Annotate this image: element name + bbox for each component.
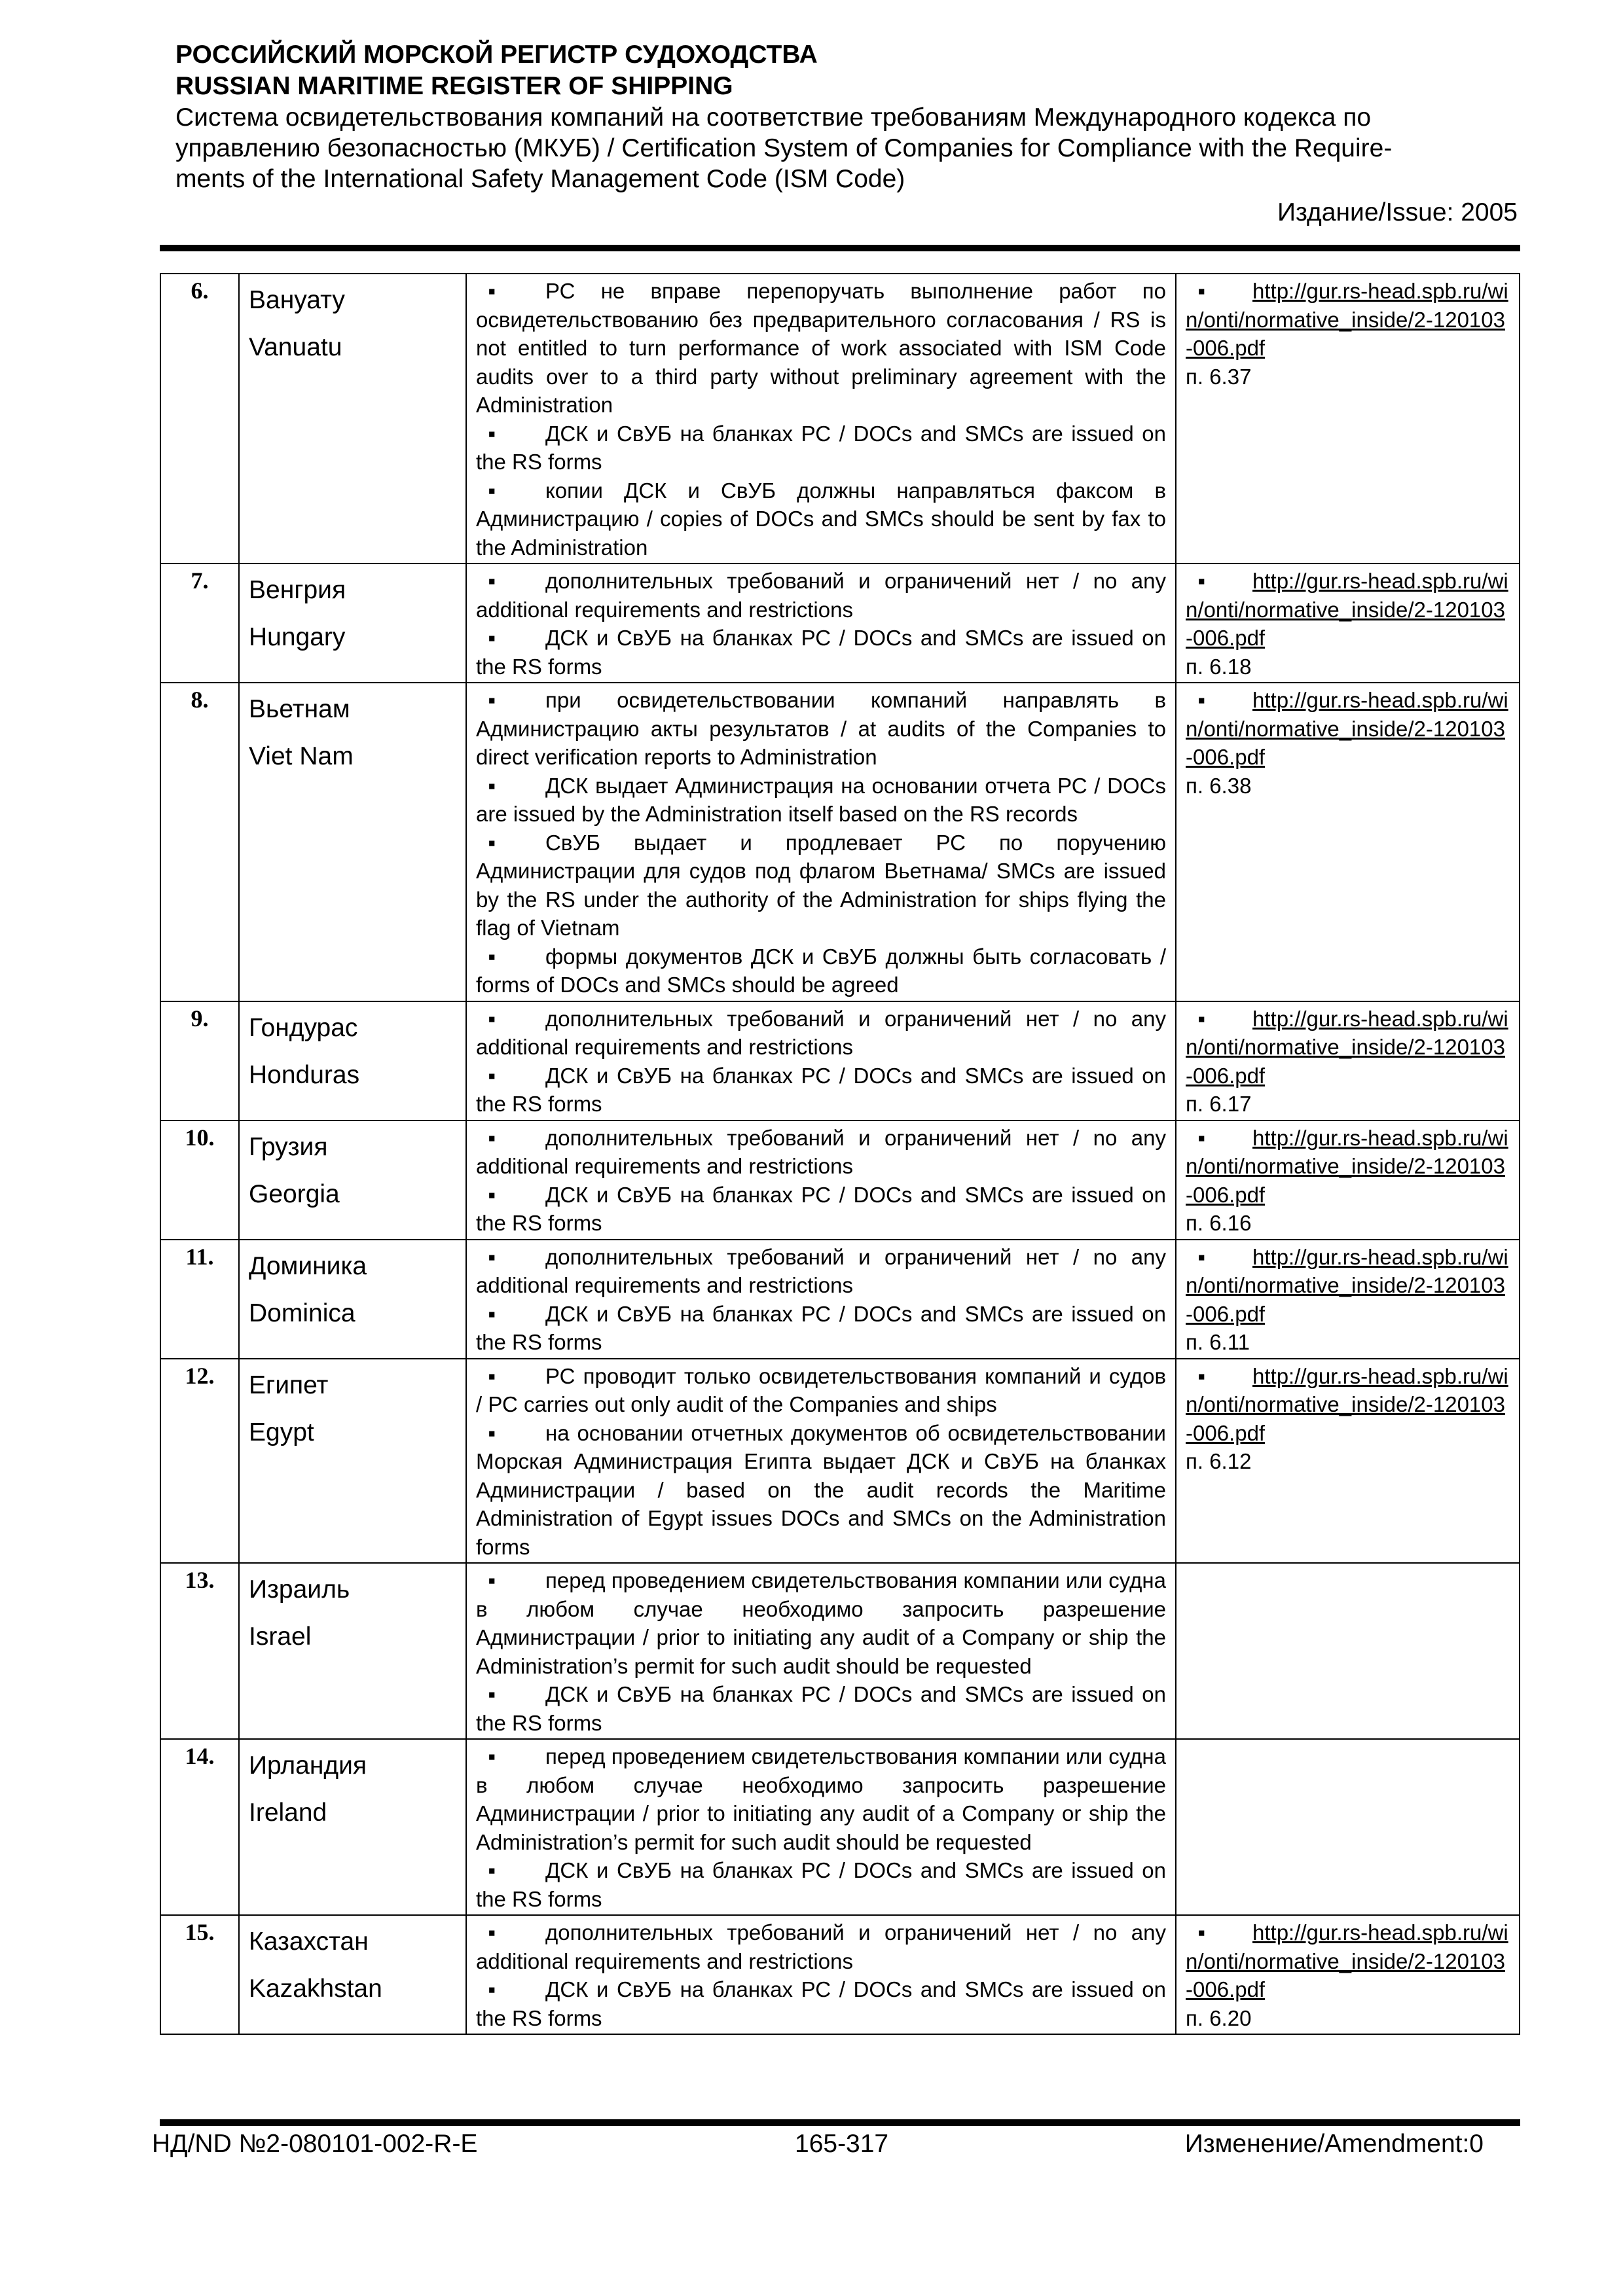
requirement-text: ДСК и СвУБ на бланках РС / DOCs and SMCs are issued on the RS forms — [476, 1301, 1166, 1354]
country-name-ru: Египет — [249, 1371, 329, 1399]
bullet-icon: ▪ — [476, 626, 496, 650]
bullet-icon: ▪ — [476, 1568, 496, 1592]
reference-cell — [1176, 1915, 1520, 2034]
requirement-text: ДСК и СвУБ на бланках РС / DOCs and SMCs are issued on the RS forms — [476, 1858, 1166, 1911]
reference-link-line — [1186, 686, 1510, 772]
row-number: 11. — [160, 1240, 239, 1359]
requirements-cell — [466, 1240, 1176, 1359]
country-name-en: Honduras — [249, 1060, 360, 1089]
requirement-item — [476, 772, 1166, 829]
bullet-icon: ▪ — [476, 1420, 496, 1445]
requirement-item — [476, 476, 1166, 562]
requirement-text: формы документов ДСК и СвУБ должны быть согласовать / forms of DOCs and SMCs should be agreed — [476, 944, 1166, 997]
reference-link-line — [1186, 277, 1510, 363]
page-number: 165-317 — [795, 2130, 889, 2158]
requirement-item — [476, 1742, 1166, 1856]
bullet-icon: ▪ — [476, 944, 496, 969]
bullet-icon: ▪ — [476, 1682, 496, 1706]
requirement-item — [476, 1243, 1166, 1300]
requirement-text: ДСК и СвУБ на бланках РС / DOCs and SMCs are issued on the RS forms — [476, 1182, 1166, 1235]
bullet-icon: ▪ — [1186, 279, 1206, 303]
bullet-icon: ▪ — [476, 1182, 496, 1207]
requirement-item — [476, 1362, 1166, 1419]
country-name-en: Egypt — [249, 1418, 314, 1446]
reference-paragraph: п. 6.37 — [1186, 364, 1252, 389]
bullet-icon: ▪ — [476, 1244, 496, 1269]
country-name-ru: Израиль — [249, 1575, 350, 1604]
requirement-text: ДСК и СвУБ на бланках РС / DOCs and SMCs are issued on the RS forms — [476, 626, 1166, 679]
reference-cell — [1176, 683, 1520, 1001]
bullet-icon: ▪ — [476, 1977, 496, 2001]
reference-paragraph: п. 6.38 — [1186, 773, 1252, 798]
reference-link[interactable]: http://gur.rs-head.spb.ru/win/onti/normative_inside/2-120103-006.pdf — [1186, 569, 1508, 650]
country-name-en: Kazakhstan — [249, 1975, 382, 2003]
row-number: 7. — [160, 564, 239, 683]
country-name-ru: Венгрия — [249, 576, 346, 604]
requirement-item — [476, 1062, 1166, 1119]
country-cell — [239, 1359, 466, 1564]
reference-paragraph: п. 6.16 — [1186, 1211, 1252, 1235]
reference-cell — [1176, 1563, 1520, 1739]
reference-paragraph: п. 6.12 — [1186, 1449, 1252, 1473]
requirement-text: СвУБ выдает и продлевает РС по поручению Администрации для судов под флагом Вьетнама/ SMCs are issued by the RS under the authority of the Administration for ships flying the flag of Vietnam — [476, 830, 1166, 940]
country-name-ru: Доминика — [249, 1251, 367, 1280]
row-number: 12. — [160, 1359, 239, 1564]
bullet-icon: ▪ — [476, 1301, 496, 1326]
requirement-item — [476, 1005, 1166, 1062]
bullet-icon: ▪ — [1186, 1006, 1206, 1031]
country-cell — [239, 1739, 466, 1915]
table-row — [160, 1915, 1520, 2034]
row-number: 10. — [160, 1121, 239, 1240]
requirement-item — [476, 1975, 1166, 2032]
row-number: 6. — [160, 274, 239, 564]
reference-link-line — [1186, 1362, 1510, 1448]
reference-link-line — [1186, 567, 1510, 653]
reference-link[interactable]: http://gur.rs-head.spb.ru/win/onti/normative_inside/2-120103-006.pdf — [1186, 1125, 1508, 1207]
country-name-en: Dominica — [249, 1299, 356, 1327]
reference-cell — [1176, 274, 1520, 564]
reference-paragraph: п. 6.17 — [1186, 1092, 1252, 1116]
reference-link[interactable]: http://gur.rs-head.spb.ru/win/onti/normative_inside/2-120103-006.pdf — [1186, 1244, 1508, 1326]
row-number: 9. — [160, 1001, 239, 1121]
requirement-item — [476, 1856, 1166, 1913]
country-cell — [239, 683, 466, 1001]
requirements-cell — [466, 274, 1176, 564]
reference-cell — [1176, 1001, 1520, 1121]
requirement-text: РС не вправе перепоручать выполнение работ по освидетельствованию без предварительного согласования / RS is not entitled to turn performance of work associated with ISM Code audits over to a third party without preliminary agreement with the Administration — [476, 279, 1166, 417]
requirement-text: дополнительных требований и ограничений нет / no any additional requirements and restrictions — [476, 1125, 1166, 1178]
requirement-text: ДСК и СвУБ на бланках РС / DOCs and SMCs are issued on the RS forms — [476, 1977, 1166, 2030]
requirement-text: дополнительных требований и ограничений нет / no any additional requirements and restrictions — [476, 1244, 1166, 1297]
country-cell — [239, 564, 466, 683]
organization-name-ru: РОССИЙСКИЙ МОРСКОЙ РЕГИСТР СУДОХОДСТВА — [175, 41, 818, 69]
table-row — [160, 1001, 1520, 1121]
requirement-item — [476, 420, 1166, 476]
requirement-text: перед проведением свидетельствования компании или судна в любом случае необходимо запросить разрешение Администрации / prior to initiating any audit of a Company or ship the Administration’s permit for such audit should be requested — [476, 1744, 1166, 1854]
reference-paragraph: п. 6.20 — [1186, 2005, 1252, 2030]
country-name-ru: Вануату — [249, 286, 345, 314]
document-number: НД/ND №2-080101-002-R-E — [152, 2130, 478, 2158]
bullet-icon: ▪ — [1186, 1363, 1206, 1388]
requirement-item — [476, 1680, 1166, 1737]
bullet-icon: ▪ — [476, 1744, 496, 1768]
reference-link[interactable]: http://gur.rs-head.spb.ru/win/onti/normative_inside/2-120103-006.pdf — [1186, 1920, 1508, 2001]
bullet-icon: ▪ — [1186, 1244, 1206, 1269]
table-row — [160, 564, 1520, 683]
requirement-text: дополнительных требований и ограничений нет / no any additional requirements and restrictions — [476, 569, 1166, 622]
country-name-en: Israel — [249, 1623, 312, 1651]
country-name-ru: Казахстан — [249, 1928, 369, 1956]
requirements-cell — [466, 683, 1176, 1001]
table-row — [160, 1359, 1520, 1564]
document-description-line3: ments of the International Safety Management Code (ISM Code) — [175, 165, 905, 193]
reference-link[interactable]: http://gur.rs-head.spb.ru/win/onti/normative_inside/2-120103-006.pdf — [1186, 688, 1508, 769]
reference-link-line — [1186, 1124, 1510, 1210]
header-divider — [160, 245, 1520, 251]
reference-link[interactable]: http://gur.rs-head.spb.ru/win/onti/normative_inside/2-120103-006.pdf — [1186, 1363, 1508, 1445]
country-name-en: Hungary — [249, 623, 346, 651]
country-name-en: Ireland — [249, 1799, 327, 1827]
requirements-cell — [466, 1001, 1176, 1121]
requirement-text: копии ДСК и СвУБ должны направляться факсом в Администрацию / copies of DOCs and SMCs should be sent by fax to the Administration — [476, 478, 1166, 560]
country-name-ru: Вьетнам — [249, 695, 350, 723]
country-cell — [239, 1563, 466, 1739]
bullet-icon: ▪ — [476, 830, 496, 855]
page-header — [175, 39, 1518, 228]
row-number: 15. — [160, 1915, 239, 2034]
requirement-text: РС проводит только освидетельствования компаний и судов / РС carries out only audit of the Companies and ships — [476, 1363, 1166, 1416]
table-row — [160, 683, 1520, 1001]
table-row — [160, 1739, 1520, 1915]
bullet-icon: ▪ — [476, 1006, 496, 1031]
reference-link-line — [1186, 1005, 1510, 1090]
reference-paragraph: п. 6.11 — [1186, 1330, 1250, 1354]
requirement-text: ДСК и СвУБ на бланках РС / DOCs and SMCs are issued on the RS forms — [476, 421, 1166, 474]
reference-cell — [1176, 1121, 1520, 1240]
requirement-item — [476, 1419, 1166, 1562]
organization-name-en: RUSSIAN MARITIME REGISTER OF SHIPPING — [175, 72, 733, 100]
requirement-item — [476, 567, 1166, 624]
requirement-item — [476, 1918, 1166, 1975]
document-description-line1: Система освидетельствования компаний на соответствие требованиям Международного кодекса по — [175, 103, 1372, 132]
reference-cell — [1176, 1240, 1520, 1359]
country-cell — [239, 1915, 466, 2034]
requirements-cell — [466, 1563, 1176, 1739]
reference-cell — [1176, 1359, 1520, 1564]
bullet-icon: ▪ — [476, 478, 496, 503]
country-name-en: Georgia — [249, 1179, 340, 1208]
requirement-text: при освидетельствовании компаний направлять в Администрацию акты результатов / at audits of the Companies to direct verification reports to Administration — [476, 688, 1166, 769]
bullet-icon: ▪ — [476, 569, 496, 593]
requirements-cell — [466, 1915, 1176, 2034]
table-row — [160, 1240, 1520, 1359]
requirement-item — [476, 1300, 1166, 1357]
country-name-ru: Грузия — [249, 1132, 328, 1161]
bullet-icon: ▪ — [476, 1125, 496, 1150]
country-cell — [239, 1240, 466, 1359]
requirement-text: перед проведением свидетельствования компании или судна в любом случае необходимо запросить разрешение Администрации / prior to initiating any audit of a Company or ship the Administration’s permit for such audit should be requested — [476, 1568, 1166, 1678]
bullet-icon: ▪ — [1186, 1125, 1206, 1150]
requirement-item — [476, 624, 1166, 681]
requirement-text: ДСК выдает Администрация на основании отчета РС / DOCs are issued by the Administration itself based on the RS records — [476, 773, 1166, 826]
requirement-item — [476, 686, 1166, 772]
reference-link[interactable]: http://gur.rs-head.spb.ru/win/onti/normative_inside/2-120103-006.pdf — [1186, 1006, 1508, 1088]
requirement-item — [476, 829, 1166, 942]
country-name-en: Viet Nam — [249, 742, 354, 770]
country-cell — [239, 1121, 466, 1240]
issue-label: Издание/Issue: 2005 — [1277, 198, 1518, 226]
country-name-en: Vanuatu — [249, 333, 342, 361]
requirement-item — [476, 1181, 1166, 1238]
requirements-cell — [466, 564, 1176, 683]
table-row — [160, 1563, 1520, 1739]
bullet-icon: ▪ — [476, 279, 496, 303]
bullet-icon: ▪ — [476, 1063, 496, 1088]
row-number: 14. — [160, 1739, 239, 1915]
reference-cell — [1176, 1739, 1520, 1915]
reference-paragraph: п. 6.18 — [1186, 654, 1252, 679]
bullet-icon: ▪ — [476, 1363, 496, 1388]
table-body — [160, 274, 1520, 2034]
bullet-icon: ▪ — [1186, 1920, 1206, 1945]
bullet-icon: ▪ — [476, 1858, 496, 1882]
requirement-text: на основании отчетных документов об освидетельствовании Морская Администрация Египта выдает ДСК и СвУБ на бланках Администрации / based on the audit records the Maritime Administration of Egypt issues DOCs and SMCs on the Administration forms — [476, 1420, 1166, 1559]
bullet-icon: ▪ — [476, 1920, 496, 1945]
bullet-icon: ▪ — [476, 773, 496, 798]
reference-link-line — [1186, 1243, 1510, 1329]
bullet-icon: ▪ — [1186, 688, 1206, 712]
requirement-text: дополнительных требований и ограничений нет / no any additional requirements and restrictions — [476, 1920, 1166, 1973]
country-cell — [239, 1001, 466, 1121]
reference-cell — [1176, 564, 1520, 683]
reference-link[interactable]: http://gur.rs-head.spb.ru/win/onti/normative_inside/2-120103-006.pdf — [1186, 279, 1508, 360]
bullet-icon: ▪ — [476, 421, 496, 446]
requirement-text: ДСК и СвУБ на бланках РС / DOCs and SMCs are issued on the RS forms — [476, 1063, 1166, 1116]
country-name-ru: Ирландия — [249, 1751, 367, 1780]
bullet-icon: ▪ — [476, 688, 496, 712]
requirement-text: ДСК и СвУБ на бланках РС / DOCs and SMCs are issued on the RS forms — [476, 1682, 1166, 1735]
reference-link-line — [1186, 1918, 1510, 2004]
document-description-line2: управлению безопасностью (МКУБ) / Certification System of Companies for Compliance with the Require- — [175, 134, 1393, 162]
requirement-item — [476, 277, 1166, 420]
requirement-item — [476, 942, 1166, 999]
amendment-label: Изменение/Amendment:0 — [1184, 2130, 1484, 2158]
row-number: 13. — [160, 1563, 239, 1739]
requirement-text: дополнительных требований и ограничений нет / no any additional requirements and restrictions — [476, 1006, 1166, 1059]
row-number: 8. — [160, 683, 239, 1001]
table-row — [160, 274, 1520, 564]
requirements-cell — [466, 1739, 1176, 1915]
country-cell — [239, 274, 466, 564]
bullet-icon: ▪ — [1186, 569, 1206, 593]
requirements-cell — [466, 1359, 1176, 1564]
requirement-item — [476, 1566, 1166, 1680]
country-name-ru: Гондурас — [249, 1013, 358, 1042]
requirements-cell — [466, 1121, 1176, 1240]
table-row — [160, 1121, 1520, 1240]
requirement-item — [476, 1124, 1166, 1181]
flag-requirements-table — [160, 273, 1520, 2035]
